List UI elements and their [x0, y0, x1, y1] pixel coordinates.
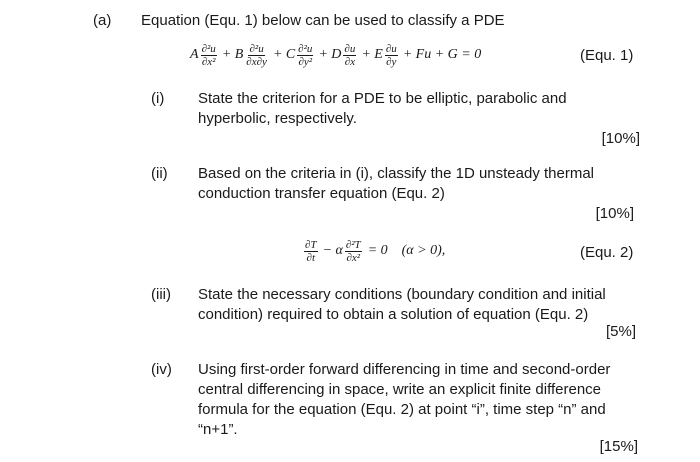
q1-number: (i) — [151, 90, 165, 107]
q3-number: (iii) — [151, 286, 171, 303]
equation-tail: Fu + G = 0 — [415, 47, 482, 62]
frac-den: ∂x² — [201, 55, 216, 68]
alpha-symbol: α — [335, 243, 343, 258]
equation-2-label: (Equ. 2) — [580, 244, 634, 261]
q4-number: (iv) — [151, 361, 172, 378]
coef-c: C — [285, 47, 296, 62]
part-label: (a) — [93, 12, 112, 29]
fraction-du-dx — [343, 43, 356, 68]
coef-b: B — [234, 47, 244, 62]
frac-num: ∂²u — [201, 42, 216, 55]
q1-line2: hyperbolic, respectively. — [198, 110, 357, 127]
alpha-condition: (α > 0), — [401, 243, 446, 258]
coef-d: D — [331, 47, 342, 62]
minus-sign: − — [323, 243, 332, 258]
plus-sign: + — [403, 47, 412, 62]
q4-line4: “n+1”. — [198, 421, 238, 438]
fraction-du-dy — [385, 43, 398, 68]
frac-den: ∂y² — [298, 55, 313, 68]
frac-den: ∂x — [344, 55, 356, 68]
equation-1-label: (Equ. 1) — [580, 47, 634, 64]
q3-line1: State the necessary conditions (boundary condition and initial — [198, 286, 606, 303]
frac-num: ∂u — [344, 42, 356, 55]
frac-den: ∂x² — [346, 251, 361, 264]
intro-text: Equation (Equ. 1) below can be used to classify a PDE — [141, 12, 505, 29]
fraction-d2u-dx2 — [201, 43, 217, 68]
q1-line1: State the criterion for a PDE to be elliptic, parabolic and — [198, 90, 567, 107]
plus-sign: + — [273, 47, 282, 62]
frac-den: ∂y — [386, 55, 397, 68]
q2-line1: Based on the criteria in (i), classify the 1D unsteady thermal — [198, 165, 595, 182]
plus-sign: + — [362, 47, 371, 62]
frac-num: ∂T — [305, 238, 317, 251]
plus-sign: + — [319, 47, 328, 62]
q2-number: (ii) — [151, 165, 168, 182]
coef-a: A — [190, 47, 199, 62]
q4-line3: formula for the equation (Equ. 2) at point “i”, time step “n” and — [198, 401, 606, 418]
frac-num: ∂u — [385, 42, 397, 55]
q2-marks: [10%] — [595, 205, 634, 222]
q3-marks: [5%] — [605, 323, 636, 340]
plus-sign: + — [222, 47, 231, 62]
frac-num: ∂²u — [298, 42, 313, 55]
frac-den: ∂x∂y — [246, 55, 267, 68]
equation-rhs: = 0 — [367, 243, 388, 258]
fraction-d2u-dxdy — [245, 43, 268, 68]
q1-marks: [10%] — [601, 130, 640, 147]
equation-1 — [190, 38, 481, 72]
fraction-d2u-dy2 — [297, 43, 313, 68]
q4-line1: Using first-order forward differencing in time and second-order — [198, 361, 611, 378]
frac-den: ∂t — [306, 251, 316, 264]
q4-line2: central differencing in space, write an explicit finite difference — [198, 381, 602, 398]
equation-2 — [302, 234, 445, 268]
coef-e: E — [374, 47, 383, 62]
fraction-d2T-dx2 — [345, 239, 362, 264]
frac-num: ∂²T — [345, 238, 361, 251]
frac-num: ∂²u — [249, 42, 264, 55]
q2-line2: conduction transfer equation (Equ. 2) — [198, 185, 445, 202]
fraction-dT-dt — [304, 239, 318, 264]
q4-marks: [15%] — [599, 438, 638, 455]
q3-line2: condition) required to obtain a solution of equation (Equ. 2) — [198, 306, 589, 323]
